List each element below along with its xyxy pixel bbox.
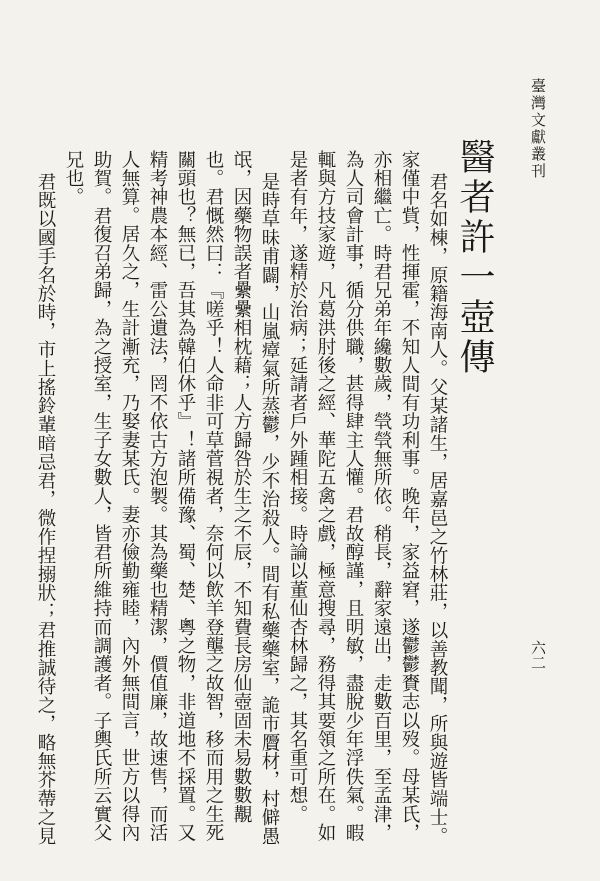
paragraph-1: 君名如棟，原籍海南人。父某諸生，居嘉邑之竹林莊，以善教聞，所與遊皆端士。家僅中貲，性揮霍，不知人間有功利事。晚年，家益窘，遂鬱鬱賚志以歿。母某氏，亦相繼亡。時君兄弟年纔數歲，煢煢無所依。稍長，辭家遠出，走數百里，至孟津，為人司會計事，循分供職，甚得肆主人懽。君故醇謹，且明敏，盡脫少年浮佚氣。暇輒與方技家遊，凡葛洪肘後之經、華陀五禽之戲，極意搜尋，務得其要領之所在。如是者有年，遂精於治病；延請者戶外踵相接。時論以董仙杏林歸之，其名重可想。 <box>287 150 448 846</box>
series-title: 臺灣文獻叢刊 <box>529 78 547 180</box>
article-title: 醫者許一壺傳 <box>454 138 495 378</box>
paragraph-2: 是時草昧甫闢，山嵐瘴氣所蒸鬱，少不治殺人。間有私藥藥室，詭市贗材，村僻愚氓，因藥物誤者纍纍相枕藉；人方歸咎於生之不辰，不知費長房仙壺固未易數數覯也。君慨然曰：『嗟乎！人命非可草菅視者，奈何以飲羊登壟之故智，移而用之生死關頭也？無已，吾其為韓伯休乎』！諸所備豫、蜀、楚、粵之物，非道地不採置。又精考神農本經、雷公遺法，罔不依古方泡製。其為藥也精潔，價值廉，故速售，而活人無算。居久之，生計漸充，乃娶妻某氏。妻亦儉勤雍睦，內外無間言，世方以得內助賀。君復召弟歸，為之授室，生子女數人，皆君所維持而調護者。子輿氏所云實父兄也。 <box>63 150 280 846</box>
article-body <box>35 150 451 860</box>
page-number: 六二 <box>529 640 547 670</box>
paragraph-3: 君既以國手名於時，市上搖鈴輩暗忌君，微作捏搦狀；君推誠待之，略無芥蔕之見 <box>35 172 56 846</box>
